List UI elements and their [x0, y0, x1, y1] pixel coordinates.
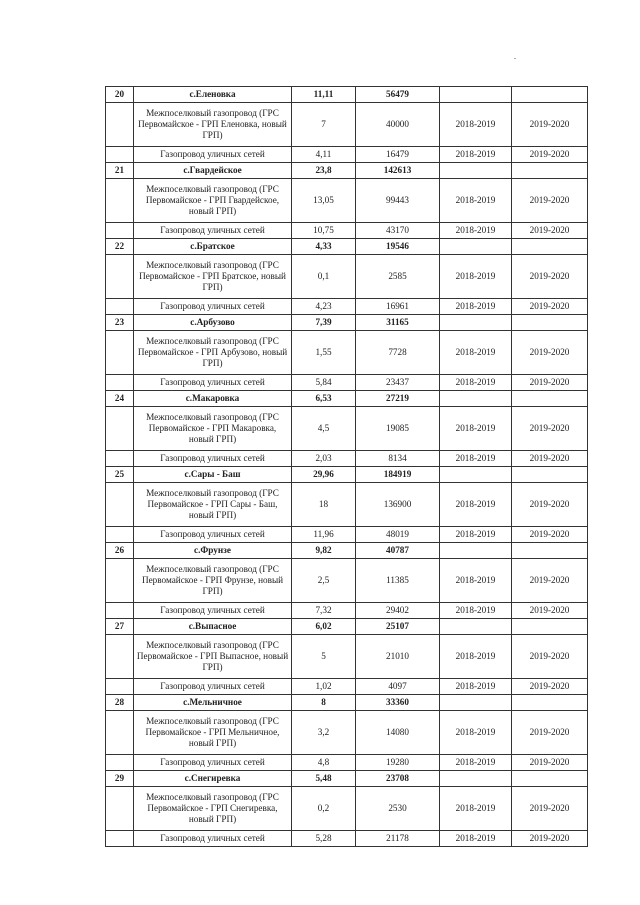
pipeline-description: Межпоселковый газопровод (ГРС Первомайское - ГРП Снегиревка, новый ГРП) [134, 787, 292, 831]
empty-cell [440, 315, 512, 331]
pipeline-description: Межпоселковый газопровод (ГРС Первомайское - ГРП Выпасное, новый ГРП) [134, 635, 292, 679]
row-number: 28 [106, 695, 134, 711]
pipeline-length: 4,5 [292, 407, 356, 451]
total-cost: 27219 [356, 391, 440, 407]
total-cost: 23708 [356, 771, 440, 787]
empty-cell [440, 239, 512, 255]
pipeline-length: 0,2 [292, 787, 356, 831]
street-network-length: 4,23 [292, 299, 356, 315]
street-network-description: Газопровод уличных сетей [134, 223, 292, 239]
pipeline-cost: 19085 [356, 407, 440, 451]
intersettlement-pipeline-row [106, 635, 588, 679]
empty-cell [440, 391, 512, 407]
empty-cell [106, 603, 134, 619]
empty-cell [106, 483, 134, 527]
construction-period: 2019-2020 [512, 147, 588, 163]
empty-cell [512, 619, 588, 635]
total-length: 5,48 [292, 771, 356, 787]
empty-cell [512, 695, 588, 711]
design-period: 2018-2019 [440, 451, 512, 467]
construction-period: 2019-2020 [512, 527, 588, 543]
empty-cell [106, 147, 134, 163]
empty-cell [106, 755, 134, 771]
intersettlement-pipeline-row [106, 787, 588, 831]
pipeline-description: Межпоселковый газопровод (ГРС Первомайское - ГРП Братское, новый ГРП) [134, 255, 292, 299]
intersettlement-pipeline-row [106, 179, 588, 223]
total-cost: 56479 [356, 87, 440, 103]
pipeline-cost: 7728 [356, 331, 440, 375]
construction-period: 2019-2020 [512, 223, 588, 239]
settlement-name: с.Мельничное [134, 695, 292, 711]
total-length: 4,33 [292, 239, 356, 255]
construction-period: 2019-2020 [512, 407, 588, 451]
gas-pipeline-table [105, 86, 588, 847]
pipeline-description: Межпоселковый газопровод (ГРС Первомайское - ГРП Фрунзе, новый ГРП) [134, 559, 292, 603]
pipeline-description: Межпоселковый газопровод (ГРС Первомайское - ГРП Гвардейское, новый ГРП) [134, 179, 292, 223]
construction-period: 2019-2020 [512, 483, 588, 527]
street-network-length: 2,03 [292, 451, 356, 467]
design-period: 2018-2019 [440, 375, 512, 391]
total-cost: 40787 [356, 543, 440, 559]
settlement-name: с.Арбузово [134, 315, 292, 331]
street-network-description: Газопровод уличных сетей [134, 451, 292, 467]
empty-cell [440, 695, 512, 711]
street-network-description: Газопровод уличных сетей [134, 603, 292, 619]
row-number: 21 [106, 163, 134, 179]
design-period: 2018-2019 [440, 483, 512, 527]
pipeline-description: Межпоселковый газопровод (ГРС Первомайское - ГРП Макаровка, новый ГРП) [134, 407, 292, 451]
row-number: 22 [106, 239, 134, 255]
design-period: 2018-2019 [440, 331, 512, 375]
street-network-row [106, 679, 588, 695]
pipeline-cost: 14080 [356, 711, 440, 755]
settlement-name: с.Фрунзе [134, 543, 292, 559]
construction-period: 2019-2020 [512, 635, 588, 679]
empty-cell [106, 103, 134, 147]
street-network-row [106, 603, 588, 619]
street-network-row [106, 527, 588, 543]
empty-cell [440, 619, 512, 635]
pipeline-length: 18 [292, 483, 356, 527]
intersettlement-pipeline-row [106, 559, 588, 603]
pipeline-cost: 2585 [356, 255, 440, 299]
construction-period: 2019-2020 [512, 787, 588, 831]
empty-cell [106, 559, 134, 603]
total-cost: 142613 [356, 163, 440, 179]
construction-period: 2019-2020 [512, 179, 588, 223]
row-number: 29 [106, 771, 134, 787]
pipeline-length: 13,05 [292, 179, 356, 223]
street-network-row [106, 375, 588, 391]
street-network-length: 11,96 [292, 527, 356, 543]
construction-period: 2019-2020 [512, 711, 588, 755]
total-length: 9,82 [292, 543, 356, 559]
settlement-name: с.Выпасное [134, 619, 292, 635]
construction-period: 2019-2020 [512, 375, 588, 391]
empty-cell [106, 711, 134, 755]
street-network-length: 5,84 [292, 375, 356, 391]
pipeline-cost: 21010 [356, 635, 440, 679]
total-cost: 31165 [356, 315, 440, 331]
row-number: 24 [106, 391, 134, 407]
pipeline-length: 2,5 [292, 559, 356, 603]
settlement-row [106, 87, 588, 103]
row-number: 25 [106, 467, 134, 483]
design-period: 2018-2019 [440, 147, 512, 163]
total-cost: 25107 [356, 619, 440, 635]
intersettlement-pipeline-row [106, 331, 588, 375]
street-network-row [106, 755, 588, 771]
design-period: 2018-2019 [440, 635, 512, 679]
settlement-row [106, 239, 588, 255]
row-number: 20 [106, 87, 134, 103]
street-network-cost: 43170 [356, 223, 440, 239]
empty-cell [106, 679, 134, 695]
settlement-row [106, 543, 588, 559]
empty-cell [512, 391, 588, 407]
empty-cell [512, 543, 588, 559]
settlement-row [106, 467, 588, 483]
street-network-description: Газопровод уличных сетей [134, 831, 292, 847]
total-length: 11,11 [292, 87, 356, 103]
design-period: 2018-2019 [440, 755, 512, 771]
design-period: 2018-2019 [440, 407, 512, 451]
construction-period: 2019-2020 [512, 603, 588, 619]
settlement-name: с.Братское [134, 239, 292, 255]
row-number: 26 [106, 543, 134, 559]
empty-cell [106, 255, 134, 299]
pipeline-length: 1,55 [292, 331, 356, 375]
intersettlement-pipeline-row [106, 407, 588, 451]
intersettlement-pipeline-row [106, 103, 588, 147]
empty-cell [512, 163, 588, 179]
street-network-row [106, 831, 588, 847]
design-period: 2018-2019 [440, 299, 512, 315]
street-network-length: 1,02 [292, 679, 356, 695]
total-length: 7,39 [292, 315, 356, 331]
empty-cell [106, 179, 134, 223]
intersettlement-pipeline-row [106, 711, 588, 755]
empty-cell [106, 451, 134, 467]
street-network-description: Газопровод уличных сетей [134, 147, 292, 163]
construction-period: 2019-2020 [512, 559, 588, 603]
empty-cell [512, 771, 588, 787]
empty-cell [512, 239, 588, 255]
intersettlement-pipeline-row [106, 255, 588, 299]
intersettlement-pipeline-row [106, 483, 588, 527]
empty-cell [440, 771, 512, 787]
street-network-length: 5,28 [292, 831, 356, 847]
settlement-name: с.Макаровка [134, 391, 292, 407]
empty-cell [106, 223, 134, 239]
empty-cell [440, 163, 512, 179]
pipeline-description: Межпоселковый газопровод (ГРС Первомайское - ГРП Сары - Баш, новый ГРП) [134, 483, 292, 527]
settlement-name: с.Гвардейское [134, 163, 292, 179]
scan-speck [514, 58, 516, 59]
empty-cell [440, 467, 512, 483]
street-network-cost: 23437 [356, 375, 440, 391]
settlement-name: с.Снегиревка [134, 771, 292, 787]
row-number: 23 [106, 315, 134, 331]
construction-period: 2019-2020 [512, 103, 588, 147]
construction-period: 2019-2020 [512, 299, 588, 315]
construction-period: 2019-2020 [512, 679, 588, 695]
total-length: 6,53 [292, 391, 356, 407]
design-period: 2018-2019 [440, 603, 512, 619]
street-network-row [106, 299, 588, 315]
empty-cell [106, 787, 134, 831]
pipeline-cost: 136900 [356, 483, 440, 527]
settlement-name: с.Еленовка [134, 87, 292, 103]
total-cost: 33360 [356, 695, 440, 711]
design-period: 2018-2019 [440, 255, 512, 299]
pipeline-length: 3,2 [292, 711, 356, 755]
construction-period: 2019-2020 [512, 831, 588, 847]
total-length: 23,8 [292, 163, 356, 179]
settlement-row [106, 619, 588, 635]
street-network-length: 4,11 [292, 147, 356, 163]
design-period: 2018-2019 [440, 711, 512, 755]
pipeline-description: Межпоселковый газопровод (ГРС Первомайское - ГРП Еленовка, новый ГРП) [134, 103, 292, 147]
total-length: 8 [292, 695, 356, 711]
design-period: 2018-2019 [440, 527, 512, 543]
pipeline-length: 5 [292, 635, 356, 679]
street-network-cost: 4097 [356, 679, 440, 695]
empty-cell [106, 299, 134, 315]
design-period: 2018-2019 [440, 179, 512, 223]
street-network-cost: 21178 [356, 831, 440, 847]
construction-period: 2019-2020 [512, 255, 588, 299]
street-network-row [106, 147, 588, 163]
construction-period: 2019-2020 [512, 331, 588, 375]
street-network-length: 4,8 [292, 755, 356, 771]
street-network-description: Газопровод уличных сетей [134, 299, 292, 315]
empty-cell [440, 87, 512, 103]
street-network-cost: 16961 [356, 299, 440, 315]
empty-cell [106, 635, 134, 679]
street-network-cost: 8134 [356, 451, 440, 467]
total-cost: 19546 [356, 239, 440, 255]
construction-period: 2019-2020 [512, 755, 588, 771]
street-network-description: Газопровод уличных сетей [134, 375, 292, 391]
settlement-name: с.Сары - Баш [134, 467, 292, 483]
pipeline-cost: 99443 [356, 179, 440, 223]
street-network-length: 10,75 [292, 223, 356, 239]
empty-cell [440, 543, 512, 559]
total-length: 6,02 [292, 619, 356, 635]
street-network-row [106, 451, 588, 467]
pipeline-cost: 11385 [356, 559, 440, 603]
total-cost: 184919 [356, 467, 440, 483]
empty-cell [512, 87, 588, 103]
settlement-row [106, 771, 588, 787]
pipeline-cost: 2530 [356, 787, 440, 831]
street-network-length: 7,32 [292, 603, 356, 619]
design-period: 2018-2019 [440, 223, 512, 239]
design-period: 2018-2019 [440, 787, 512, 831]
street-network-cost: 29402 [356, 603, 440, 619]
empty-cell [512, 315, 588, 331]
row-number: 27 [106, 619, 134, 635]
pipeline-length: 0,1 [292, 255, 356, 299]
pipeline-description: Межпоселковый газопровод (ГРС Первомайское - ГРП Арбузово, новый ГРП) [134, 331, 292, 375]
design-period: 2018-2019 [440, 831, 512, 847]
street-network-description: Газопровод уличных сетей [134, 755, 292, 771]
empty-cell [512, 467, 588, 483]
empty-cell [106, 375, 134, 391]
design-period: 2018-2019 [440, 679, 512, 695]
street-network-description: Газопровод уличных сетей [134, 679, 292, 695]
empty-cell [106, 831, 134, 847]
settlement-row [106, 391, 588, 407]
empty-cell [106, 331, 134, 375]
pipeline-description: Межпоселковый газопровод (ГРС Первомайское - ГРП Мельничное, новый ГРП) [134, 711, 292, 755]
street-network-cost: 16479 [356, 147, 440, 163]
street-network-row [106, 223, 588, 239]
street-network-cost: 48019 [356, 527, 440, 543]
design-period: 2018-2019 [440, 103, 512, 147]
total-length: 29,96 [292, 467, 356, 483]
empty-cell [106, 527, 134, 543]
street-network-cost: 19280 [356, 755, 440, 771]
settlement-row [106, 163, 588, 179]
settlement-row [106, 315, 588, 331]
pipeline-length: 7 [292, 103, 356, 147]
empty-cell [106, 407, 134, 451]
street-network-description: Газопровод уличных сетей [134, 527, 292, 543]
settlement-row [106, 695, 588, 711]
design-period: 2018-2019 [440, 559, 512, 603]
construction-period: 2019-2020 [512, 451, 588, 467]
pipeline-cost: 40000 [356, 103, 440, 147]
